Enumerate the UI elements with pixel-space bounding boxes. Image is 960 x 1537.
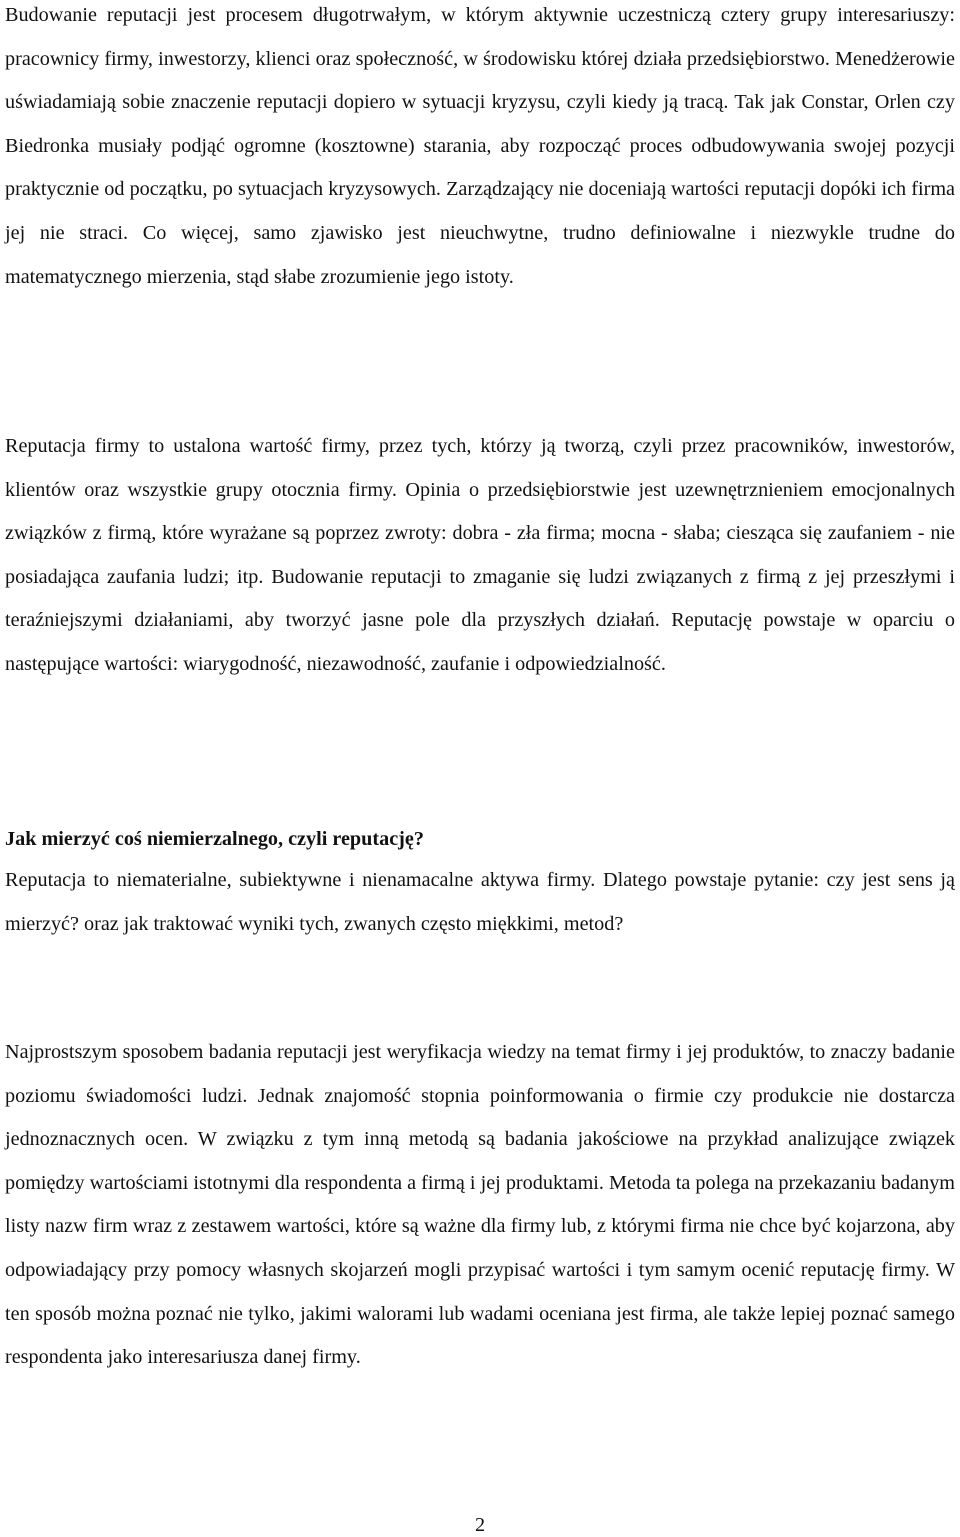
paragraph-reputation-definition: Reputacja firmy to ustalona wartość firmy, przez tych, którzy ją tworzą, czyli przez pracowników, inwestorów, klientów oraz wszystkie grupy otocznia firmy. Opinia o przedsiębiorstwie jest uzewnętrznieniem emocjonalnych związków z firmą, które wyrażane są poprzez zwroty: dobra - zła firma; mocna - słaba; ciesząca się zaufaniem - nie posiadająca zaufania ludzi; itp. Budowanie reputacji to zmaganie się ludzi związanych z firmą z jej przeszłymi i teraźniejszymi działaniami, aby tworzyć jasne pole dla przyszłych działań. Reputację powstaje w oparciu o następujące wartości: wiarygodność, niezawodność, zaufanie i odpowiedzialność. [5,435,955,675]
page-number: 2 [474,1514,486,1536]
paragraph-measurement-methods: Najprostszym sposobem badania reputacji jest weryfikacja wiedzy na temat firmy i jej produktów, to znaczy badanie poziomu świadomości ludzi. Jednak znajomość stopnia poinformowania o firmie czy produkcie nie dostarcza jednoznacznych ocen. W związku z tym inną metodą są badania jakościowe na przykład analizujące związek pomiędzy wartościami istotnymi dla respondenta a firmą i jej produktami. Metoda ta polega na przekazaniu badanym listy nazw firm wraz z zestawem wartości, które są ważne dla firmy lub, z którymi firma nie chce być kojarzona, aby odpowiadający przy pomocy własnych skojarzeń mogli przypisać wartości i tym samym ocenić reputację firmy. W ten sposób można poznać nie tylko, jakimi walorami lub wadami oceniana jest firma, ale także lepiej poznać samego respondenta jako interesariusza danej firmy. [5,1041,955,1369]
paragraph-reputation-building: Budowanie reputacji jest procesem długotrwałym, w którym aktywnie uczestniczą cztery grupy interesariuszy: pracownicy firmy, inwestorzy, klienci oraz społeczność, w środowisku której działa przedsiębiorstwo. Menedżerowie uświadamiają sobie znaczenie reputacji dopiero w sytuacji kryzysu, czyli kiedy ją tracą. Tak jak Constar, Orlen czy Biedronka musiały podjąć ogromne (kosztowne) starania, aby rozpocząć proces odbudowywania swojej pozycji praktycznie od początku, po sytuacjach kryzysowych. Zarządzający nie doceniają wartości reputacji dopóki ich firma jej nie straci. Co więcej, samo zjawisko jest nieuchwytne, trudno definiowalne i niezwykle trudne do matematycznego mierzenia, stąd słabe zrozumienie jego istoty. [5,4,955,288]
paragraph-measurement-question: Reputacja to niematerialne, subiektywne i nienamacalne aktywa firmy. Dlatego powstaje pytanie: czy jest sens ją mierzyć? oraz jak traktować wyniki tych, zwanych często miękkimi, metod? [5,869,955,935]
section-heading: Jak mierzyć coś niemierzalnego, czyli reputację? [5,828,424,850]
